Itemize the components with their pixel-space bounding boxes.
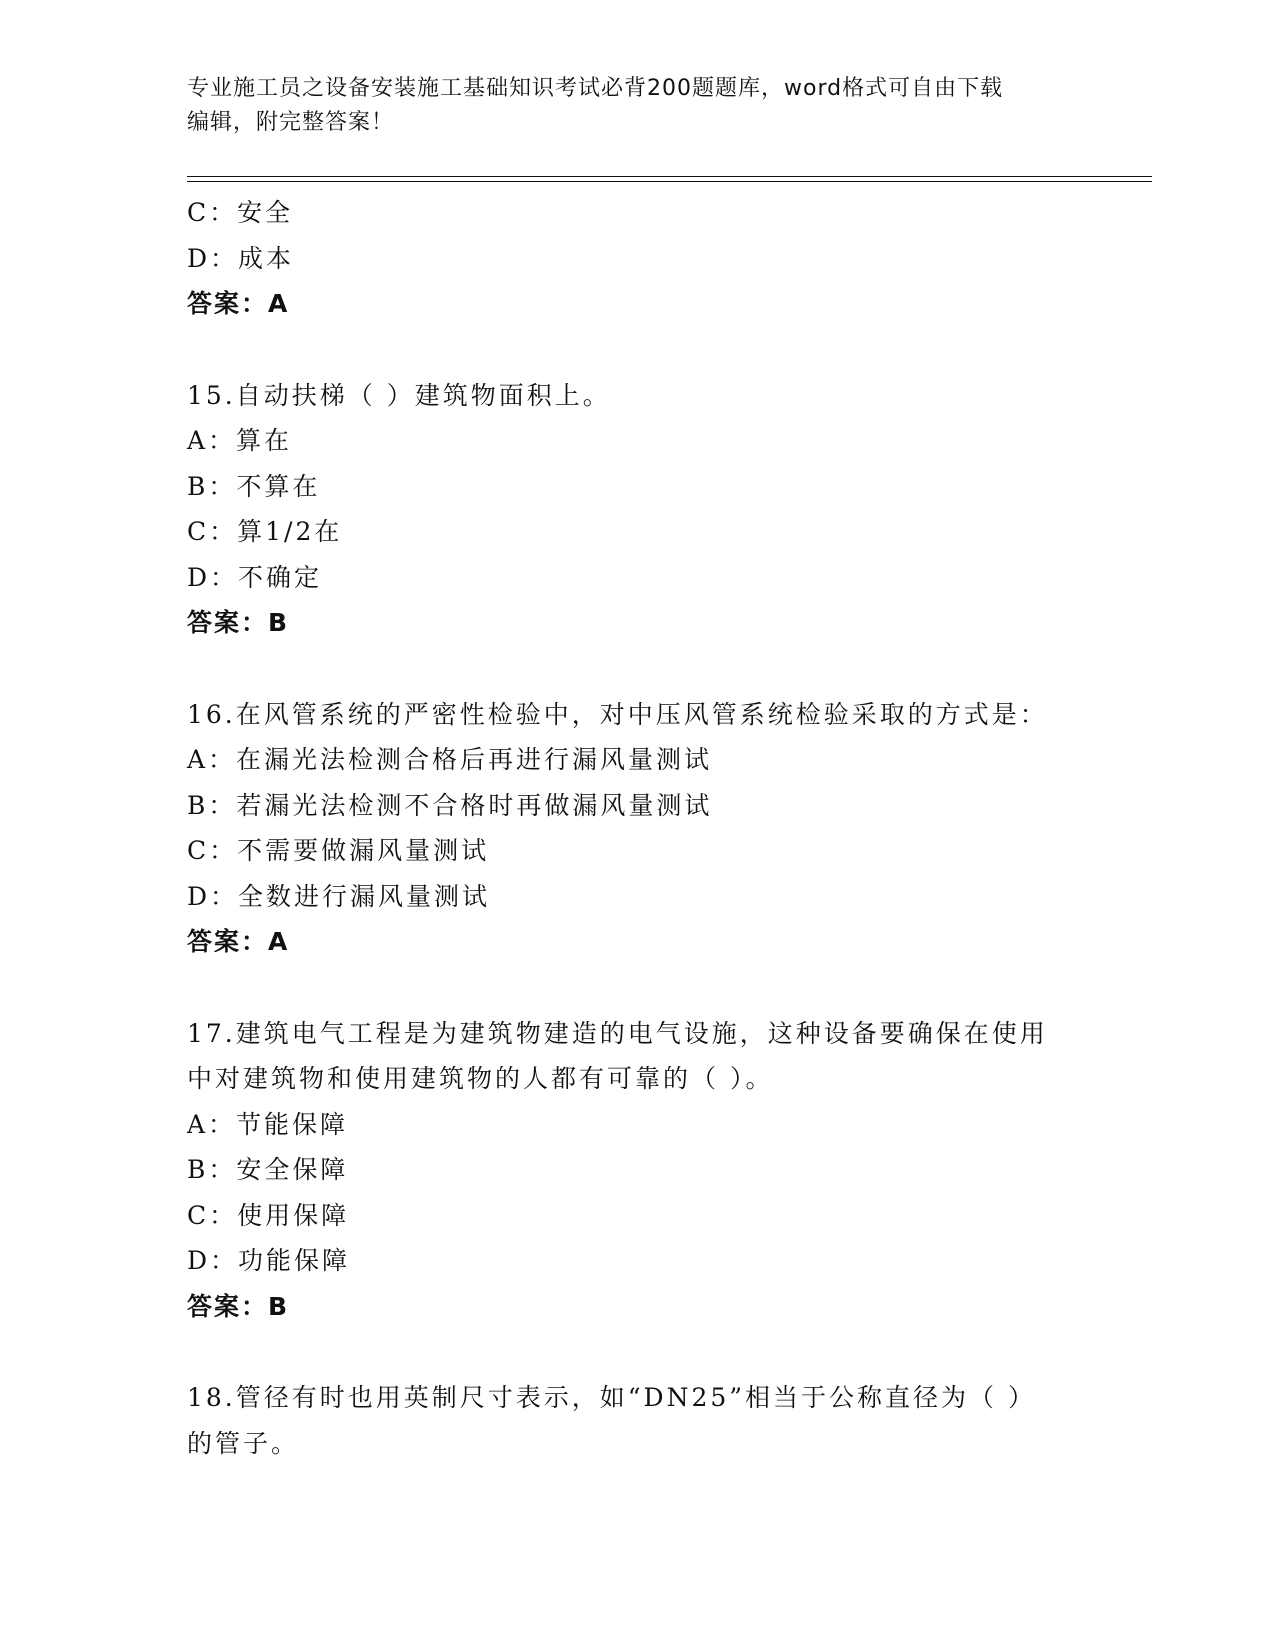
option-c: C：不需要做漏风量测试 bbox=[187, 836, 490, 865]
option-b: B：若漏光法检测不合格时再做漏风量测试 bbox=[187, 790, 713, 820]
header-rule-top bbox=[187, 176, 1152, 177]
answer-line: 答案：A bbox=[187, 289, 290, 318]
question-15 bbox=[187, 373, 1087, 646]
option-d: D：不确定 bbox=[187, 562, 323, 592]
question-stem: 15.自动扶梯（ ）建筑物面积上。 bbox=[187, 380, 611, 410]
option-a: A：在漏光法检测合格后再进行漏风量测试 bbox=[187, 745, 713, 774]
option-c: C：安全 bbox=[187, 198, 294, 227]
question-18 bbox=[187, 1375, 1087, 1466]
option-c: C：算1/2在 bbox=[187, 517, 343, 546]
question-17 bbox=[187, 1011, 1087, 1330]
question-stem-line-2: 的管子。 bbox=[187, 1428, 300, 1458]
option-d: D：成本 bbox=[187, 243, 295, 273]
header-title-line-2: 编辑，附完整答案！ bbox=[187, 110, 395, 135]
option-d: D：全数进行漏风量测试 bbox=[187, 881, 491, 911]
question-stem-line-2: 中对建筑物和使用建筑物的人都有可靠的（ ）。 bbox=[187, 1064, 774, 1093]
option-d: D：功能保障 bbox=[187, 1246, 351, 1275]
question-stem: 16.在风管系统的严密性检验中，对中压风管系统检验采取的方式是： bbox=[187, 699, 1048, 729]
header-rule-bottom bbox=[187, 181, 1152, 182]
option-a: A：节能保障 bbox=[187, 1109, 349, 1139]
option-b: B：安全保障 bbox=[187, 1155, 349, 1184]
question-stem-line-1: 18.管径有时也用英制尺寸表示，如“DN25”相当于公称直径为（ ） bbox=[187, 1383, 1036, 1412]
spacer bbox=[187, 1329, 1087, 1375]
question-14-continued bbox=[187, 190, 1087, 327]
option-c: C：使用保障 bbox=[187, 1200, 350, 1230]
answer-line: 答案：A bbox=[187, 927, 290, 956]
spacer bbox=[187, 646, 1087, 692]
question-stem-line-1: 17.建筑电气工程是为建筑物建造的电气设施，这种设备要确保在使用 bbox=[187, 1018, 1048, 1048]
question-16 bbox=[187, 692, 1087, 965]
answer-line: 答案：B bbox=[187, 608, 290, 637]
option-b: B：不算在 bbox=[187, 471, 321, 501]
spacer bbox=[187, 965, 1087, 1011]
document-header bbox=[187, 72, 1087, 140]
option-a: A：算在 bbox=[187, 426, 293, 455]
answer-line: 答案：B bbox=[187, 1291, 290, 1321]
header-title-line-1: 专业施工员之设备安装施工基础知识考试必背200题题库，word格式可自由下载 bbox=[187, 76, 1004, 101]
question-content bbox=[187, 190, 1087, 1466]
spacer bbox=[187, 327, 1087, 373]
